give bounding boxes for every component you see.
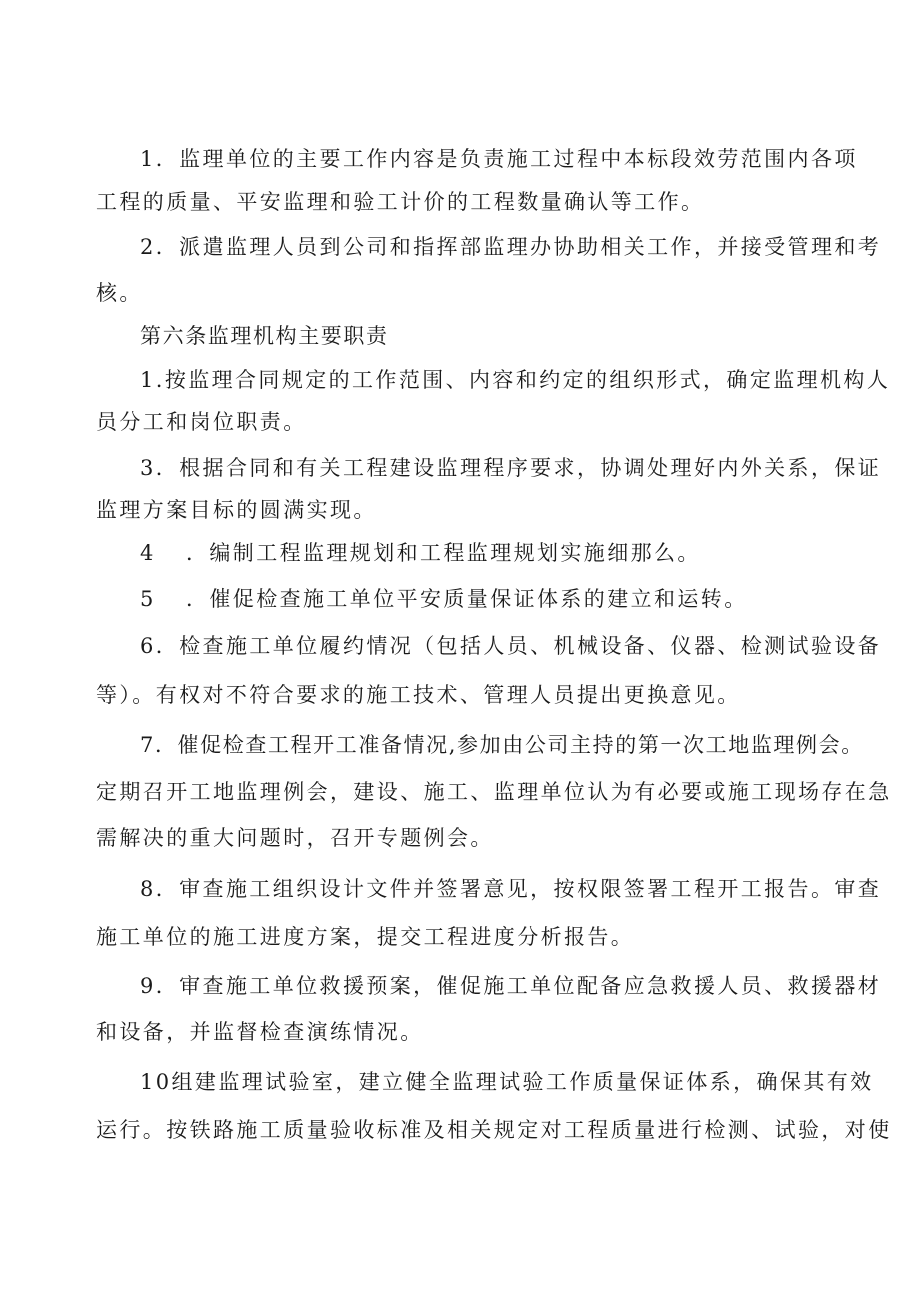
text-line: 监理方案目标的圆满实现。 <box>96 498 377 522</box>
text-line: ．催促检查施工单位平安质量保证体系的建立和运转。 <box>186 587 748 611</box>
text-line: 员分工和岗位职责。 <box>96 410 307 434</box>
item-number: 5 <box>140 587 156 611</box>
text-line: 7．催促检查工程开工准备情况,参加由公司主持的第一次工地监理例会。 <box>140 733 864 757</box>
text-line: 1．监理单位的主要工作内容是负责施工过程中本标段效劳范围内各项 <box>140 147 858 171</box>
text-line: 2．派遣监理人员到公司和指挥部监理办协助相关工作，并接受管理和考 <box>140 235 882 259</box>
text-line: 核。 <box>96 281 143 305</box>
text-line: 定期召开工地监理例会，建设、施工、监理单位认为有必要或施工现场存在急 <box>96 780 892 804</box>
text-line: 运行。按铁路施工质量验收标准及相关规定对工程质量进行检测、试验，对使 <box>96 1118 892 1142</box>
item-number: 4 <box>140 541 156 565</box>
text-line: 9．审查施工单位救援预案，催促施工单位配备应急救援人员、救援器材 <box>140 974 882 998</box>
text-line: 8．审查施工组织设计文件并签署意见，按权限签署工程开工报告。审查 <box>140 877 882 901</box>
text-line: ．编制工程监理规划和工程监理规划实施细那么。 <box>186 541 701 565</box>
text-line: 10组建监理试验室，建立健全监理试验工作质量保证体系，确保其有效 <box>140 1070 874 1094</box>
text-line: 和设备，并监督检查演练情况。 <box>96 1020 424 1044</box>
text-line: 6．检查施工单位履约情况（包括人员、机械设备、仪器、检测试验设备 <box>140 634 882 658</box>
text-line: 3．根据合同和有关工程建设监理程序要求，协调处理好内外关系，保证 <box>140 456 882 480</box>
text-line: 需解决的重大问题时，召开专题例会。 <box>96 826 494 850</box>
text-line: 施工单位的施工进度方案，提交工程进度分析报告。 <box>96 925 635 949</box>
section-heading: 第六条监理机构主要职责 <box>140 324 389 348</box>
text-line: 工程的质量、平安监理和验工计价的工程数量确认等工作。 <box>96 190 705 214</box>
text-line: 等）。有权对不符合要求的施工技术、管理人员提出更换意见。 <box>96 683 741 707</box>
text-line: 1.按监理合同规定的工作范围、内容和约定的组织形式，确定监理机构人 <box>140 368 891 392</box>
